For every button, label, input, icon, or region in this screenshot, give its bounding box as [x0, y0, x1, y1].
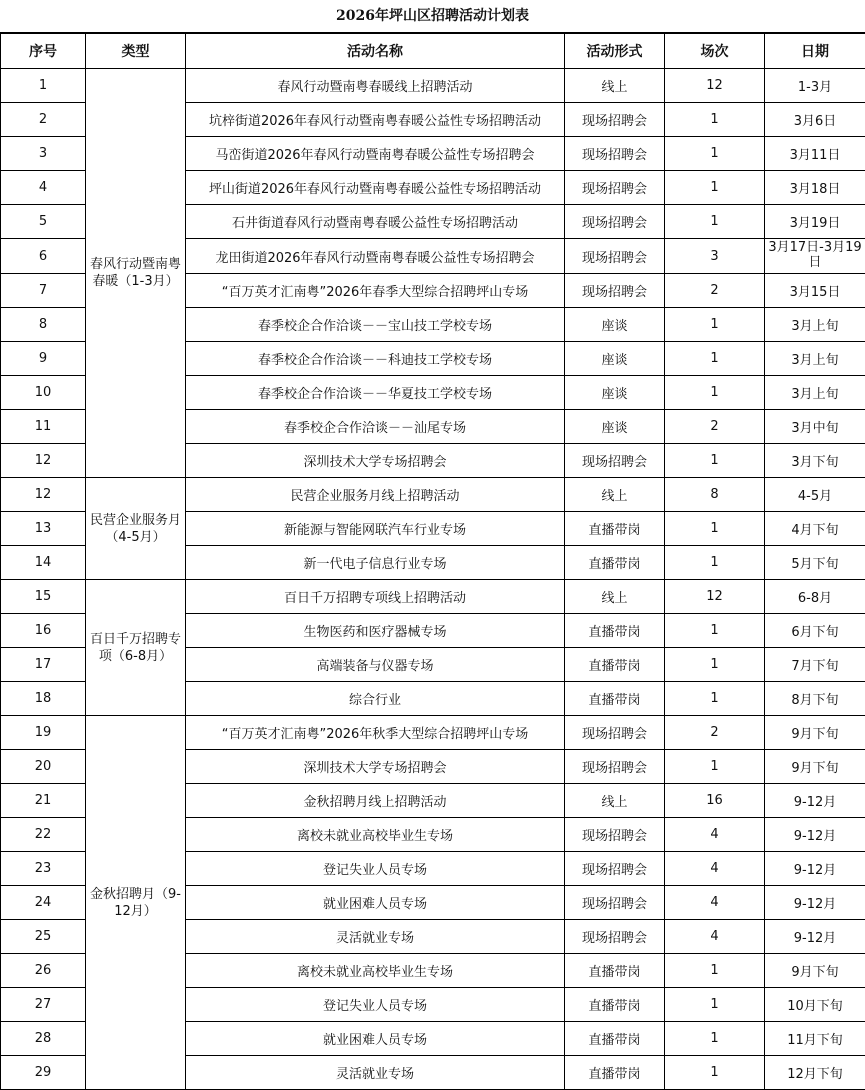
- row-number: 20: [1, 750, 86, 784]
- row-number: 9: [1, 342, 86, 376]
- session-count: 1: [665, 103, 765, 137]
- row-number: 13: [1, 512, 86, 546]
- row-number: 1: [1, 69, 86, 103]
- activity-date: 7月下旬: [765, 648, 865, 682]
- session-count: 2: [665, 274, 765, 308]
- activity-date: 12月下旬: [765, 1056, 865, 1090]
- activity-form: 直播带岗: [565, 614, 665, 648]
- activity-name: “百万英才汇南粤”2026年春季大型综合招聘坪山专场: [186, 274, 565, 308]
- activity-form: 现场招聘会: [565, 239, 665, 274]
- header-type: 类型: [86, 34, 186, 69]
- activity-type: 春风行动暨南粤春暖（1-3月）: [86, 69, 186, 478]
- activity-date: 11月下旬: [765, 1022, 865, 1056]
- row-number: 8: [1, 308, 86, 342]
- activity-date: 9月下旬: [765, 750, 865, 784]
- activity-form: 线上: [565, 784, 665, 818]
- activity-date: 9-12月: [765, 886, 865, 920]
- activity-form: 直播带岗: [565, 1056, 665, 1090]
- session-count: 1: [665, 1022, 765, 1056]
- recruitment-plan-table: [0, 33, 865, 1090]
- header-row: [1, 34, 865, 69]
- activity-name: 高端装备与仪器专场: [186, 648, 565, 682]
- session-count: 1: [665, 376, 765, 410]
- activity-form: 现场招聘会: [565, 886, 665, 920]
- session-count: 1: [665, 444, 765, 478]
- activity-form: 座谈: [565, 410, 665, 444]
- activity-date: 9-12月: [765, 784, 865, 818]
- activity-form: 直播带岗: [565, 546, 665, 580]
- activity-date: 3月6日: [765, 103, 865, 137]
- activity-name: 龙田街道2026年春风行动暨南粤春暖公益性专场招聘会: [186, 239, 565, 274]
- row-number: 2: [1, 103, 86, 137]
- session-count: 1: [665, 1056, 765, 1090]
- activity-name: 深圳技术大学专场招聘会: [186, 444, 565, 478]
- session-count: 12: [665, 580, 765, 614]
- row-number: 26: [1, 954, 86, 988]
- session-count: 16: [665, 784, 765, 818]
- activity-date: 3月上旬: [765, 342, 865, 376]
- session-count: 1: [665, 648, 765, 682]
- row-number: 17: [1, 648, 86, 682]
- session-count: 4: [665, 818, 765, 852]
- activity-date: 6-8月: [765, 580, 865, 614]
- activity-name: 登记失业人员专场: [186, 852, 565, 886]
- activity-form: 直播带岗: [565, 1022, 665, 1056]
- activity-date: 6月下旬: [765, 614, 865, 648]
- row-number: 6: [1, 239, 86, 274]
- row-number: 28: [1, 1022, 86, 1056]
- activity-name: 灵活就业专场: [186, 1056, 565, 1090]
- table-row: [1, 716, 865, 750]
- activity-form: 现场招聘会: [565, 171, 665, 205]
- activity-date: 3月17日-3月19日: [765, 239, 865, 274]
- activity-date: 3月18日: [765, 171, 865, 205]
- activity-form: 线上: [565, 478, 665, 512]
- activity-date: 3月11日: [765, 137, 865, 171]
- activity-form: 现场招聘会: [565, 103, 665, 137]
- session-count: 1: [665, 546, 765, 580]
- activity-date: 3月19日: [765, 205, 865, 239]
- header-name: 活动名称: [186, 34, 565, 69]
- row-number: 21: [1, 784, 86, 818]
- activity-form: 现场招聘会: [565, 852, 665, 886]
- activity-date: 1-3月: [765, 69, 865, 103]
- table-row: [1, 580, 865, 614]
- activity-name: 春季校企合作洽谈－－宝山技工学校专场: [186, 308, 565, 342]
- activity-form: 现场招聘会: [565, 920, 665, 954]
- session-count: 1: [665, 682, 765, 716]
- activity-form: 现场招聘会: [565, 444, 665, 478]
- session-count: 1: [665, 750, 765, 784]
- activity-name: 民营企业服务月线上招聘活动: [186, 478, 565, 512]
- activity-date: 3月下旬: [765, 444, 865, 478]
- activity-name: 离校未就业高校毕业生专场: [186, 954, 565, 988]
- activity-form: 直播带岗: [565, 954, 665, 988]
- activity-form: 现场招聘会: [565, 205, 665, 239]
- table-title: 2026年坪山区招聘活动计划表: [0, 0, 865, 33]
- row-number: 5: [1, 205, 86, 239]
- session-count: 1: [665, 342, 765, 376]
- activity-type: 民营企业服务月（4-5月）: [86, 478, 186, 580]
- activity-date: 9-12月: [765, 920, 865, 954]
- session-count: 2: [665, 410, 765, 444]
- activity-name: 新一代电子信息行业专场: [186, 546, 565, 580]
- activity-date: 3月上旬: [765, 376, 865, 410]
- activity-name: 综合行业: [186, 682, 565, 716]
- row-number: 29: [1, 1056, 86, 1090]
- session-count: 4: [665, 886, 765, 920]
- header-date: 日期: [765, 34, 865, 69]
- session-count: 1: [665, 954, 765, 988]
- activity-date: 9月下旬: [765, 954, 865, 988]
- activity-form: 座谈: [565, 376, 665, 410]
- activity-date: 9-12月: [765, 818, 865, 852]
- activity-date: 8月下旬: [765, 682, 865, 716]
- activity-date: 4-5月: [765, 478, 865, 512]
- session-count: 1: [665, 988, 765, 1022]
- header-count: 场次: [665, 34, 765, 69]
- activity-form: 直播带岗: [565, 648, 665, 682]
- activity-type: 金秋招聘月（9-12月）: [86, 716, 186, 1090]
- activity-type: 百日千万招聘专项（6-8月）: [86, 580, 186, 716]
- activity-name: 石井街道春风行动暨南粤春暖公益性专场招聘活动: [186, 205, 565, 239]
- session-count: 1: [665, 614, 765, 648]
- header-form: 活动形式: [565, 34, 665, 69]
- activity-form: 线上: [565, 580, 665, 614]
- row-number: 4: [1, 171, 86, 205]
- activity-name: “百万英才汇南粤”2026年秋季大型综合招聘坪山专场: [186, 716, 565, 750]
- activity-form: 座谈: [565, 308, 665, 342]
- table-row: [1, 69, 865, 103]
- activity-name: 灵活就业专场: [186, 920, 565, 954]
- activity-form: 现场招聘会: [565, 274, 665, 308]
- activity-form: 座谈: [565, 342, 665, 376]
- session-count: 4: [665, 920, 765, 954]
- row-number: 15: [1, 580, 86, 614]
- activity-name: 春季校企合作洽谈－－华夏技工学校专场: [186, 376, 565, 410]
- activity-date: 5月下旬: [765, 546, 865, 580]
- row-number: 22: [1, 818, 86, 852]
- activity-name: 春风行动暨南粤春暖线上招聘活动: [186, 69, 565, 103]
- activity-name: 生物医药和医疗器械专场: [186, 614, 565, 648]
- row-number: 19: [1, 716, 86, 750]
- activity-form: 直播带岗: [565, 512, 665, 546]
- session-count: 8: [665, 478, 765, 512]
- row-number: 7: [1, 274, 86, 308]
- activity-form: 现场招聘会: [565, 818, 665, 852]
- header-no: 序号: [1, 34, 86, 69]
- activity-date: 10月下旬: [765, 988, 865, 1022]
- activity-name: 金秋招聘月线上招聘活动: [186, 784, 565, 818]
- row-number: 10: [1, 376, 86, 410]
- session-count: 1: [665, 171, 765, 205]
- activity-form: 现场招聘会: [565, 750, 665, 784]
- activity-date: 4月下旬: [765, 512, 865, 546]
- session-count: 1: [665, 308, 765, 342]
- activity-name: 春季校企合作洽谈－－汕尾专场: [186, 410, 565, 444]
- activity-name: 坪山街道2026年春风行动暨南粤春暖公益性专场招聘活动: [186, 171, 565, 205]
- activity-date: 9月下旬: [765, 716, 865, 750]
- session-count: 1: [665, 137, 765, 171]
- session-count: 1: [665, 205, 765, 239]
- activity-name: 深圳技术大学专场招聘会: [186, 750, 565, 784]
- row-number: 11: [1, 410, 86, 444]
- row-number: 12: [1, 478, 86, 512]
- activity-form: 线上: [565, 69, 665, 103]
- activity-date: 9-12月: [765, 852, 865, 886]
- row-number: 14: [1, 546, 86, 580]
- activity-name: 马峦街道2026年春风行动暨南粤春暖公益性专场招聘会: [186, 137, 565, 171]
- row-number: 23: [1, 852, 86, 886]
- activity-date: 3月中旬: [765, 410, 865, 444]
- activity-name: 就业困难人员专场: [186, 886, 565, 920]
- activity-name: 坑梓街道2026年春风行动暨南粤春暖公益性专场招聘活动: [186, 103, 565, 137]
- activity-name: 百日千万招聘专项线上招聘活动: [186, 580, 565, 614]
- activity-name: 新能源与智能网联汽车行业专场: [186, 512, 565, 546]
- row-number: 16: [1, 614, 86, 648]
- activity-form: 现场招聘会: [565, 137, 665, 171]
- row-number: 27: [1, 988, 86, 1022]
- session-count: 2: [665, 716, 765, 750]
- table-row: [1, 478, 865, 512]
- row-number: 12: [1, 444, 86, 478]
- row-number: 3: [1, 137, 86, 171]
- activity-date: 3月15日: [765, 274, 865, 308]
- session-count: 4: [665, 852, 765, 886]
- activity-form: 直播带岗: [565, 988, 665, 1022]
- activity-date: 3月上旬: [765, 308, 865, 342]
- row-number: 24: [1, 886, 86, 920]
- activity-name: 春季校企合作洽谈－－科迪技工学校专场: [186, 342, 565, 376]
- activity-name: 离校未就业高校毕业生专场: [186, 818, 565, 852]
- session-count: 12: [665, 69, 765, 103]
- row-number: 18: [1, 682, 86, 716]
- activity-name: 就业困难人员专场: [186, 1022, 565, 1056]
- session-count: 1: [665, 512, 765, 546]
- activity-form: 现场招聘会: [565, 716, 665, 750]
- row-number: 25: [1, 920, 86, 954]
- activity-name: 登记失业人员专场: [186, 988, 565, 1022]
- activity-form: 直播带岗: [565, 682, 665, 716]
- session-count: 3: [665, 239, 765, 274]
